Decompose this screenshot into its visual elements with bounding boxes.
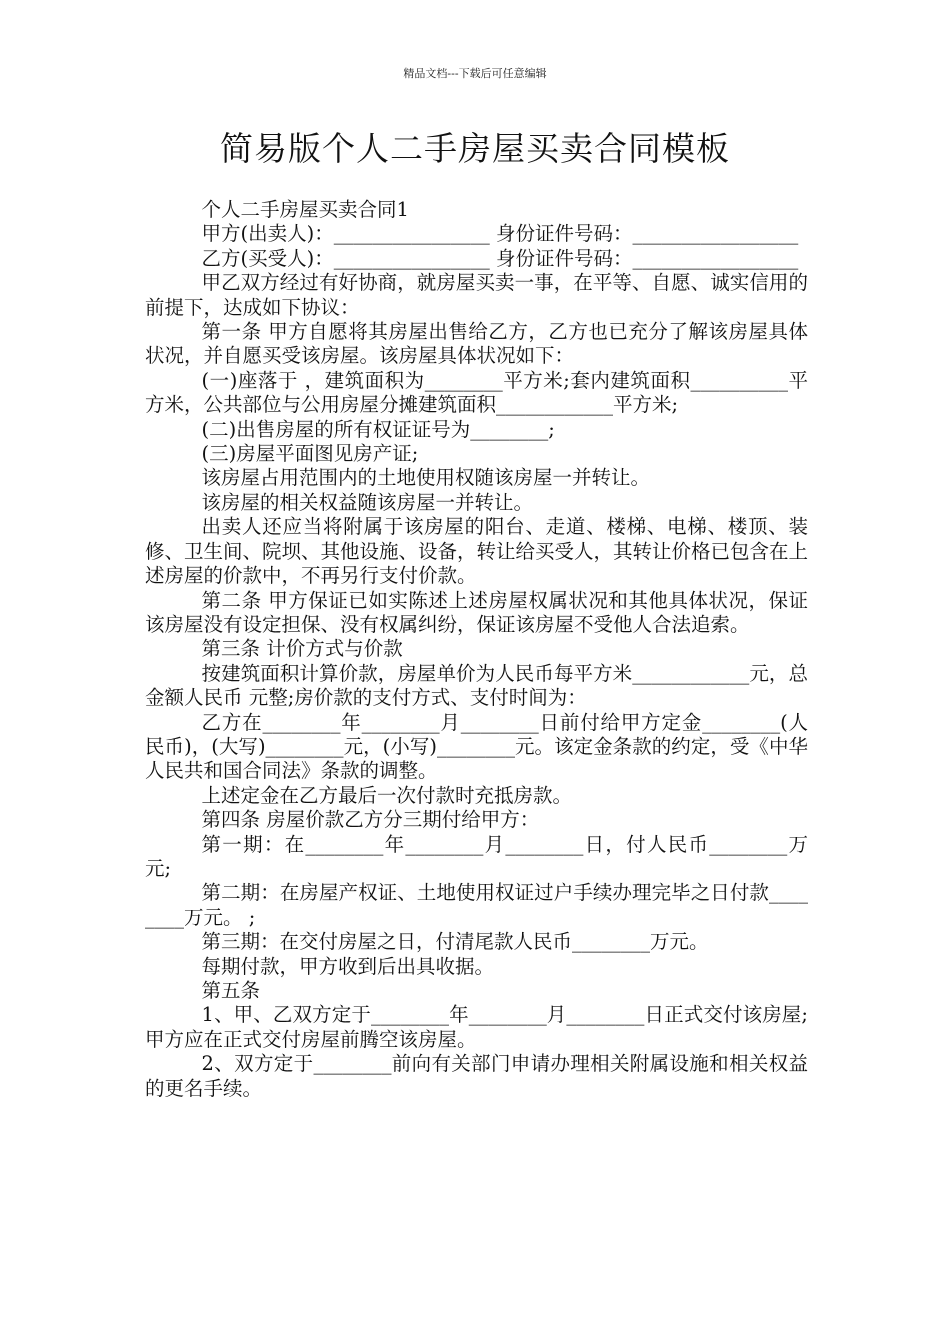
- document-body: [145, 198, 808, 1101]
- contract-subtitle: 个人二手房屋买卖合同1: [201, 198, 409, 221]
- header-note: 精品文档---下载后可任意编辑: [403, 67, 547, 80]
- floor-plan-paragraph: (三)房屋平面图见房产证;: [201, 442, 419, 466]
- land-use-paragraph: 该房屋占用范围内的土地使用权随该房屋一并转让。: [201, 466, 651, 490]
- article-3-heading: 第三条 计价方式与价款: [201, 637, 403, 661]
- article-5-heading: 第五条: [201, 979, 261, 1002]
- second-installment-paragraph: 第二期：在房屋产权证、土地使用权证过户手续办理完毕之日付款________万元。 ;: [145, 881, 808, 929]
- first-installment-paragraph: 第一期：在________年________月________日，付人民币________万元;: [145, 832, 808, 880]
- preamble-paragraph: 甲乙双方经过有好协商，就房屋买卖一事，在平等、自愿、诚实信用的前提下，达成如下协议：: [145, 271, 808, 319]
- ownership-certificate-paragraph: (二)出售房屋的所有权证证号为________;: [201, 417, 555, 441]
- attached-facilities-paragraph: 出卖人还应当将附属于该房屋的阳台、走道、楼梯、电梯、楼顶、装修、卫生间、院坝、其他设施、设备，转让给买受人，其转让价格已包含在上述房屋的价款中，不再另行支付价款。: [145, 515, 809, 588]
- rights-transfer-paragraph: 该房屋的相关权益随该房屋一并转让。: [201, 490, 534, 514]
- article-1-paragraph: 第一条 甲方自愿将其房屋出售给乙方，乙方也已充分了解该房屋具体状况，并自愿买受该房屋。该房屋具体状况如下：: [145, 320, 808, 368]
- deposit-offset-paragraph: 上述定金在乙方最后一次付款时充抵房款。: [201, 783, 573, 807]
- receipt-paragraph: 每期付款，甲方收到后出具收据。: [201, 954, 495, 978]
- article-2-paragraph: 第二条 甲方保证已如实陈述上述房屋权属状况和其他具体状况，保证该房屋没有设定担保、没有权属纠纷，保证该房屋不受他人合法追索。: [145, 588, 808, 636]
- document-title: 简易版个人二手房屋买卖合同模板: [220, 129, 730, 168]
- price-calculation-paragraph: 按建筑面积计算价款，房屋单价为人民币每平方米____________元，总金额人民币 元整;房价款的支付方式、支付时间为：: [145, 661, 808, 710]
- party-b-line: 乙方(买受人)：________________ 身份证件号码：_________________: [201, 246, 799, 270]
- property-location-paragraph: (一)座落于 ，建筑面积为________平方米;套内建筑面积__________平方米，公共部位与公用房屋分摊建筑面积____________平方米;: [145, 368, 808, 417]
- handover-paragraph: 1、甲、乙双方定于________年________月________日正式交付该房屋;甲方应在正式交付房屋前腾空该房屋。: [145, 1003, 808, 1051]
- name-change-paragraph: 2、双方定于________前向有关部门申请办理相关附属设施和相关权益的更名手续。: [145, 1052, 808, 1100]
- third-installment-paragraph: 第三期：在交付房屋之日，付清尾款人民币________万元。: [201, 930, 709, 954]
- article-4-heading: 第四条 房屋价款乙方分三期付给甲方：: [201, 808, 540, 832]
- deposit-paragraph: 乙方在________年________月________日前付给甲方定金________(人民币)，(大写)________元，(小写)________元。该定金条款的约定，受《中华人民共和国合同法》条款的调整。: [145, 710, 808, 783]
- party-a-line: 甲方(出卖人)：________________ 身份证件号码：_________________: [201, 222, 799, 246]
